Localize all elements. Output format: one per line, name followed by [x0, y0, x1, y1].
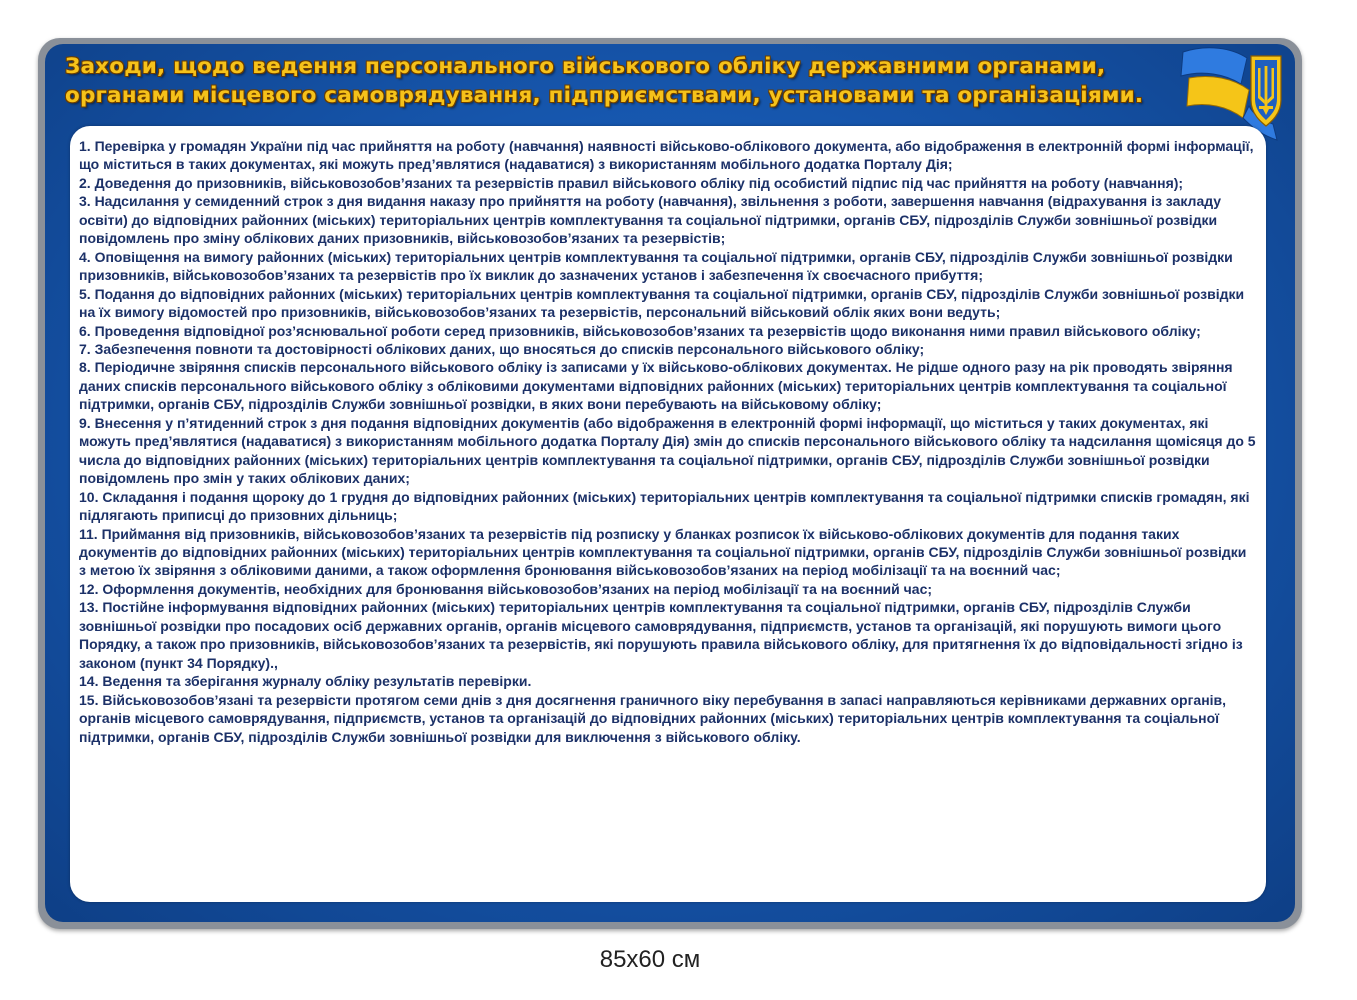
stand-title — [65, 52, 1205, 110]
list-item: 4. Оповіщення на вимогу районних (міських) територіальних центрів комплектування та соціальної підтримки, органів СБУ, підрозділів Служби зовнішньої розвідки призовників, військовозобов’язаних та резервістів про їх виклик до зазначених установ і забезпечення їх своєчасного прибуття; — [79, 248, 1233, 284]
list-item: 9. Внесення у п’ятиденний строк з дня подання відповідних документів (або відображення в електронній формі інформації, що міститься у таких документах, які можуть пред’являтися (надаватися) з використанням мобільного додатка Порталу Дія) змін до списків персонального військового обліку та надсилання щомісяця до 5 числа до відповідних районних (міських) територіальних центрів комплектування та соціальної підтримки, органів СБУ, підрозділів Служби зовнішньої розвідки повідомлень про змін у таких облікових даних; — [79, 414, 1256, 487]
info-stand — [38, 38, 1302, 929]
size-caption: 85х60 см — [599, 946, 701, 973]
list-item: 3. Надсилання у семиденний строк з дня видання наказу про прийняття на роботу (навчання), звільнення з роботи, завершення навчання (відрахування із закладу освіти) до відповідних районних (міських) територіальних центрів комплектування та соціальної підтримки, органів СБУ, підрозділів Служби зовнішньої розвідки повідомлень про зміну облікових даних призовників, військовозобов’язаних та резервістів; — [79, 193, 1222, 247]
list-item: 11. Приймання від призовників, військовозобов’язаних та резервістів під розписку у бланках розписок їх військово-облікових документів для подання таких документів до відповідних районних (міських) територіальних центрів комплектування та соціальної підтримки, органів СБУ, підрозділів Служби зовнішньої розвідки з метою їх звіряння з обліковими даними, а також оформлення бронювання військовозобов’язаних на період мобілізації та на воєнний час; — [79, 525, 1247, 579]
list-item: 6. Проведення відповідної роз’яснювальної роботи серед призовників, військовозобов’язаних та резервістів щодо виконання ними правил військового обліку; — [79, 322, 1201, 339]
title-line-2: органами місцевого самоврядування, підприємствами, установами та організаціями. — [65, 83, 1144, 108]
title-line-1: Заходи, щодо ведення персонального військового обліку державними органами, — [65, 54, 1106, 79]
measures-content — [70, 126, 1266, 902]
list-item: 12. Оформлення документів, необхідних для бронювання військовозобов’язаних на період мобілізації та на воєнний час; — [79, 580, 933, 597]
stand-blue-panel — [45, 44, 1295, 922]
list-item: 7. Забезпечення повноти та достовірності облікових даних, що вносяться до списків персонального військового обліку; — [79, 340, 925, 357]
list-item: 13. Постійне інформування відповідних районних (міських) територіальних центрів комплектування та соціальної підтримки, органів СБУ, підрозділів Служби зовнішньої розвідки про посадових осіб державних органів, органів місцевого самоврядування, підприємств, установ та організацій, які порушують вимоги цього Порядку, а також про призовників, військовозобов’язаних та резервістів, які порушують правила військового обліку, для притягнення їх до відповідальності згідно із законом (пункт 34 Порядку)., — [79, 599, 1243, 671]
list-item: 8. Періодичне звіряння списків персонального військового обліку із записами у їх військово-облікових документах. Не рідше одного разу на рік проводять звіряння даних списків персонального військового обліку з обліковими документами відповідних районних (міських) територіальних центрів комплектування та соціальної підтримки, органів СБУ, підрозділів Служби зовнішньої розвідки, в яких вони перебувають на військовому обліку; — [79, 359, 1233, 413]
list-item: 1. Перевірка у громадян України під час прийняття на роботу (навчання) наявності військово-облікового документа, або відображення в електронній формі інформації, що міститься в таких документах, які можуть пред’являтися (надаватися) з використанням мобільного додатка Порталу Дія; — [79, 138, 1254, 173]
list-item: 15. Військовозобов’язані та резервісти протягом семи днів з дня досягнення граничного віку перебування в запасі направляються керівниками державних органів, органів місцевого самоврядування, підприємств, установ та організацій до відповідних районних (міських) територіальних центрів комплектування та соціальної підтримки, органів СБУ, підрозділів Служби зовнішньої розвідки для виключення з військового обліку. — [79, 691, 1227, 745]
list-item: 14. Ведення та зберігання журналу обліку результатів перевірки. — [79, 673, 532, 690]
list-item: 10. Складання і подання щороку до 1 грудня до відповідних районних (міських) територіальних центрів комплектування та соціальної підтримки списків громадян, які підлягають приписці до призовних дільниць; — [79, 488, 1250, 524]
list-item: 2. Доведення до призовників, військовозобов’язаних та резервістів правил військового обліку під особистий підпис під час прийняття на роботу (навчання); — [79, 174, 1184, 191]
list-item: 5. Подання до відповідних районних (міських) територіальних центрів комплектування та соціальної підтримки, органів СБУ, підрозділів Служби зовнішньої розвідки на їх вимогу відомостей про призовників, військовозобов’язаних та резервістів, персональний військовий облік яких вони ведуть; — [79, 285, 1245, 321]
measures-list — [70, 126, 1266, 746]
